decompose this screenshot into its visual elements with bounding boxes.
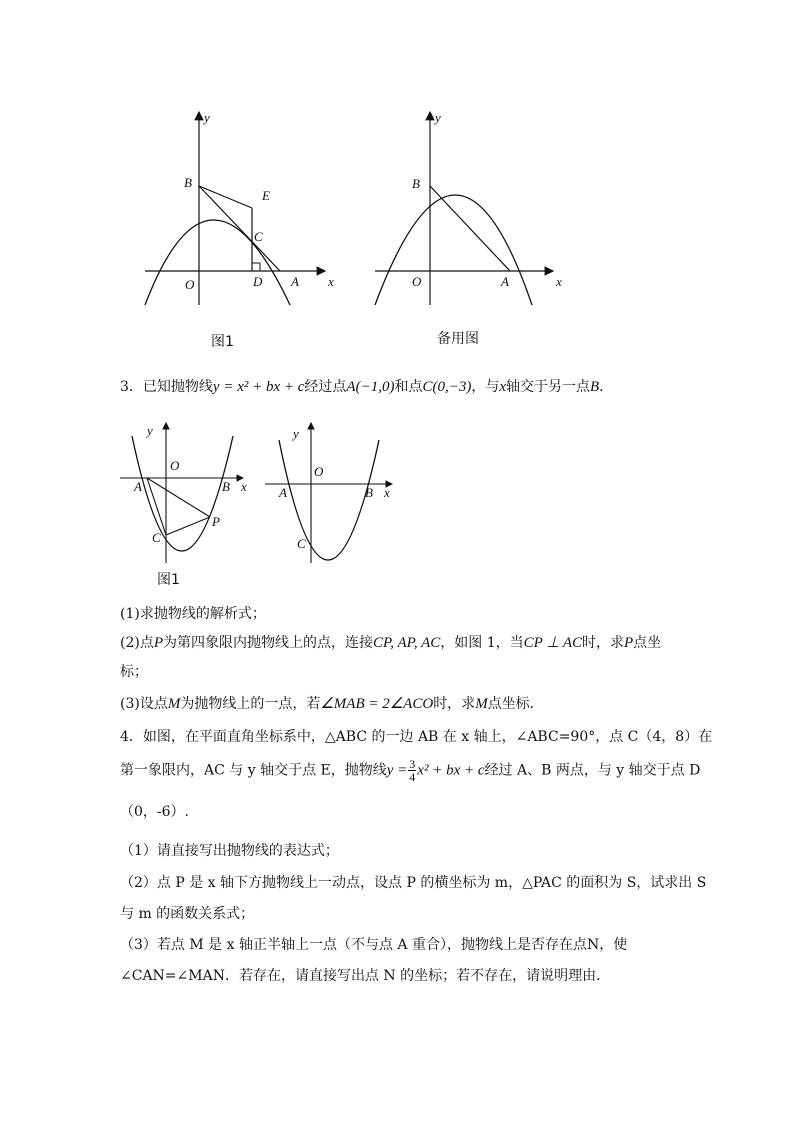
fraction-numerator: 3 [409,757,416,771]
var-B: B [590,379,600,395]
perpendicular-condition: CP ⊥ AC [523,635,582,651]
problem-3-question-2-cont: 标； [120,664,148,680]
label-x: x [241,479,247,494]
label-A: A [279,485,287,500]
label-A: A [501,274,509,289]
label-B: B [412,176,420,191]
label-A: A [134,479,142,494]
text: ，如图 1，当 [440,635,524,651]
eq-y: y = [386,762,408,779]
label-C: C [254,229,263,244]
text: 为抛物线上的一点，若 [180,696,321,712]
problem-4-line-2 [120,758,700,783]
label-B: B [184,175,192,190]
parabola [279,440,379,560]
text: 经过 A、B 两点，与 y 轴交于点 D [484,762,701,779]
segment-AC [147,478,166,535]
text: 3．已知抛物线 [120,379,213,395]
problem-4-question-2-line-2: 与 m 的函数关系式； [120,906,255,922]
segment-AP [147,478,210,517]
var-P: P [153,635,164,651]
var-P: P [624,635,634,651]
text: 点坐 [633,635,662,651]
text: ． [599,379,614,395]
text: 轴交于另一点 [506,379,590,395]
label-O: O [314,464,324,479]
fraction-3-4 [408,758,416,783]
parabola [132,436,233,551]
label-y: y [204,110,210,125]
text: 为第四象限内抛物线上的点，连接 [163,635,374,651]
backup-figure-graph [370,100,570,315]
text: 时，求 [582,635,624,651]
problem-3-figure-1-graph [115,418,260,568]
problem-3-figure-1-caption: 图1 [157,572,180,588]
var-M: M [167,696,181,712]
text: 时，求 [433,696,476,712]
label-C: C [297,536,306,551]
label-x: x [556,274,562,289]
problem-3-question-2 [120,633,661,653]
problem-4-line-3: （0，-6）. [120,804,189,820]
problem-3-figure-2 [262,418,407,568]
problem-3-question-1: (1)求抛物线的解析式； [120,606,266,622]
var-x: x [499,379,506,395]
text: 经过点 [304,379,347,395]
label-x: x [328,274,334,289]
point-A: A(−1,0) [346,379,395,395]
problem-3-figure-1 [115,418,260,568]
var-M: M [475,696,488,712]
problem-4-line-1: 4．如图，在平面直角坐标系中，△ABC 的一边 AB 在 x 轴上，∠ABC=90°，点 C（4，8）在 [120,729,713,745]
label-y: y [293,426,299,441]
parabola-equation: y = x² + bx + c [212,379,305,395]
text: ，与 [471,379,500,395]
segments: CP, AP, AC [373,635,441,651]
right-angle-mark [252,263,260,271]
label-P: P [212,514,220,529]
label-O: O [185,277,195,292]
problem-4-question-2-line-1: （2）点 P 是 x 轴下方抛物线上一动点，设点 P 的横坐标为 m，△PAC 的面积为 S，试求出 S [120,875,707,891]
figure-1 [140,100,340,315]
segment-CP [166,517,210,535]
figure-1-graph [140,100,340,315]
label-C: C [152,530,161,545]
text: 和点 [394,379,423,395]
point-C: C(0,−3) [422,379,472,395]
label-O: O [412,274,422,289]
label-O: O [170,458,180,473]
label-B: B [365,485,373,500]
label-x: x [384,485,390,500]
segment-BE [199,186,252,208]
label-D: D [253,274,263,289]
label-B: B [222,479,230,494]
problem-3-statement [120,377,613,397]
text: (3)设点 [120,696,168,712]
backup-figure-caption: 备用图 [437,331,479,347]
label-y: y [435,110,441,125]
angle-condition: ∠MAB = 2∠ACO [320,696,434,712]
backup-figure [370,100,570,315]
problem-4-question-3-line-2: ∠CAN=∠MAN．若存在，请直接写出点 N 的坐标；若不存在，请说明理由． [120,968,611,984]
figure-1-caption: 图1 [211,334,234,350]
text: (2)点 [120,635,154,651]
text: 点坐标． [487,696,544,712]
fraction-denominator: 4 [409,770,416,784]
label-E: E [262,188,270,203]
eq-rest: x² + bx + c [417,762,485,779]
label-A: A [291,274,299,289]
problem-3-question-3 [120,694,544,714]
problem-4-question-3-line-1: （3）若点 M 是 x 轴正半轴上一点（不与点 A 重合），抛物线上是否存在点N，使 [120,937,628,953]
label-y: y [147,423,153,438]
problem-4-question-1: （1）请直接写出抛物线的表达式； [120,843,339,859]
text: 第一象限内，AC 与 y 轴交于点 E，抛物线 [120,762,387,779]
parabola [145,220,290,305]
problem-3-figure-2-graph [262,418,407,568]
